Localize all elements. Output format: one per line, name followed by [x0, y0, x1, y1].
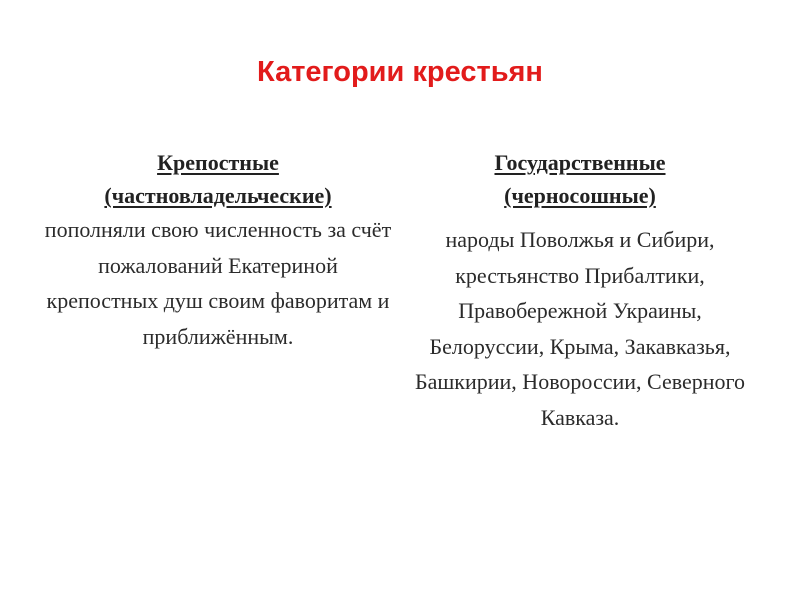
state-description: народы Поволжья и Сибири, крестьянство Прибалтики, Правобережной Украины, Белоруссии, Крыма, Закавказья, Башкирии, Новороссии, Северного Кавказа. — [414, 227, 746, 430]
serfs-heading-line2: (частновладельческие) — [104, 183, 332, 208]
state-heading-line2: (черносошные) — [504, 183, 656, 208]
state-heading — [402, 146, 758, 212]
column-serfs — [40, 146, 396, 354]
serfs-description: пополняли свою численность за счёт пожалований Екатериной крепостных душ своим фаворитам и приближённым. — [44, 217, 392, 349]
serfs-heading-line1: Крепостные — [157, 150, 279, 175]
slide-title: Категории крестьян — [257, 56, 543, 88]
state-heading-line1: Государственные — [494, 150, 666, 175]
serfs-heading — [40, 146, 396, 212]
column-state-peasants — [402, 146, 758, 435]
